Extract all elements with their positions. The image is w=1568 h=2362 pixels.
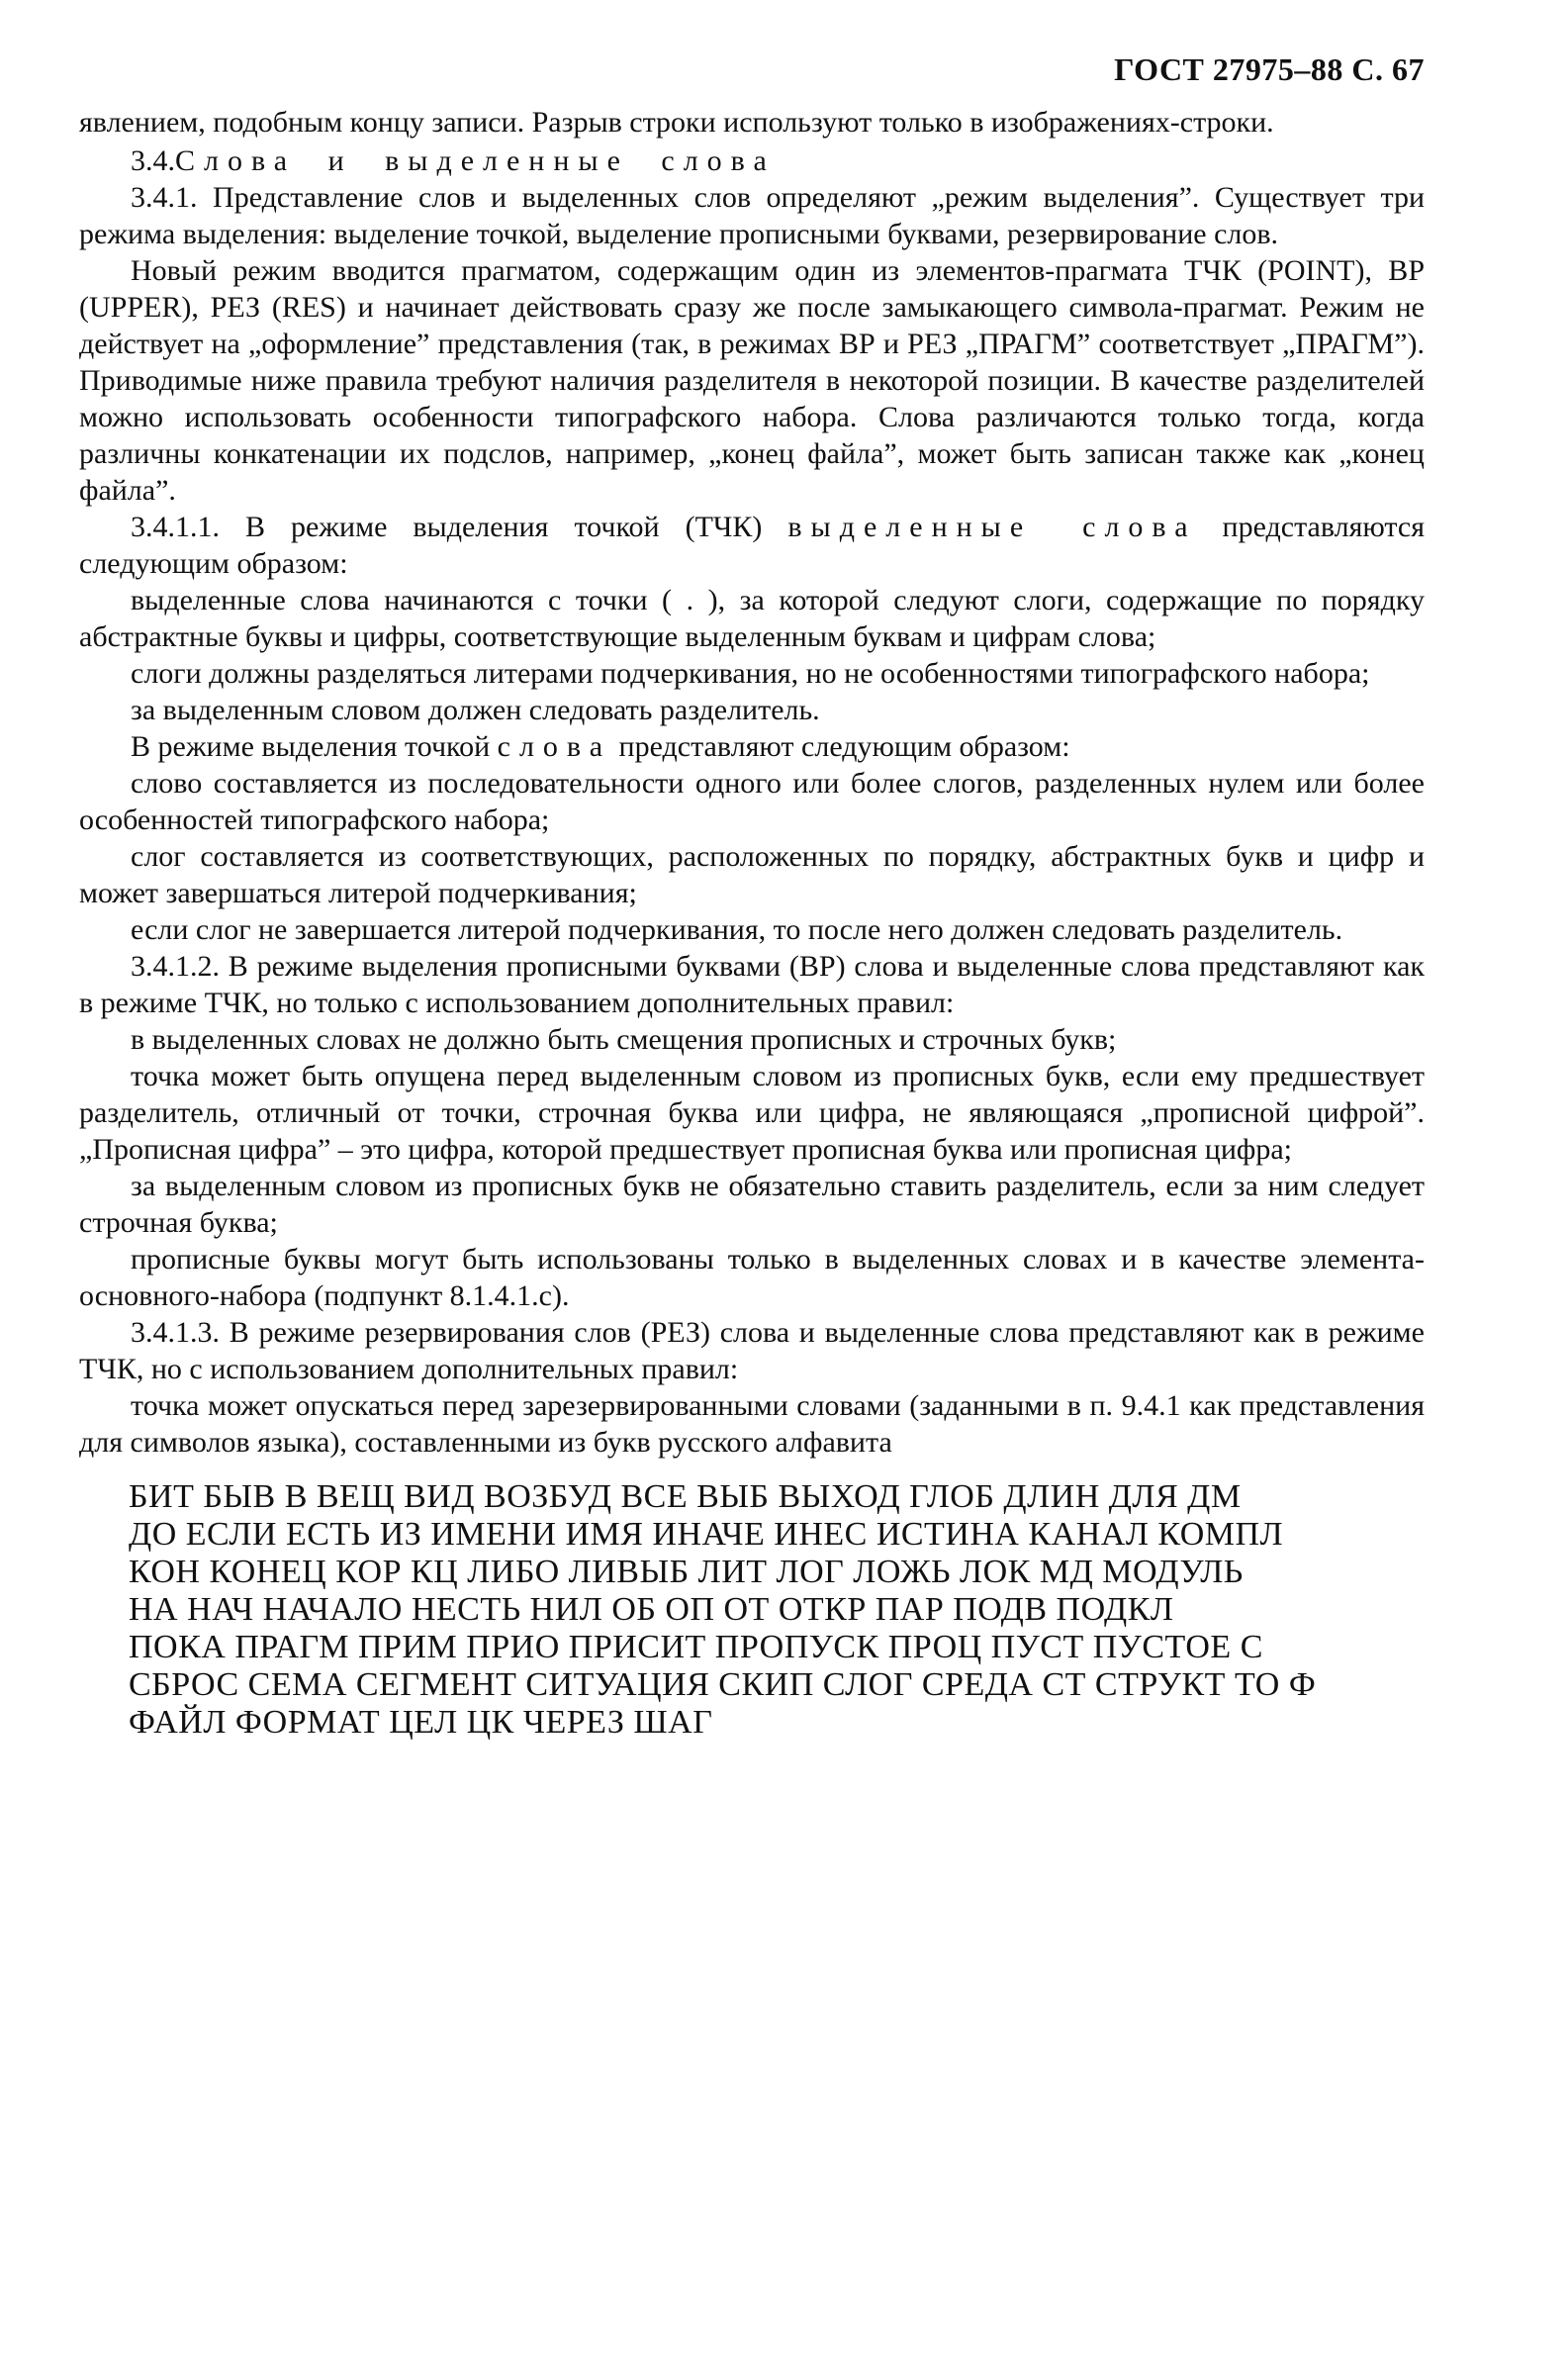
paragraph: 3.4.1. Представление слов и выделенных слов определяют „режим выделения”. Существует три режима выделения: выделение точкой, выделение прописными буквами, резервирование слов.: [79, 181, 1425, 250]
paragraph: слог составляется из соответствующих, расположенных по порядку, абстрактных букв и цифр и может завершаться литерой подчеркивания;: [79, 840, 1425, 909]
paragraph: выделенные слова начинаются с точки ( . ), за которой следуют слоги, содержащие по порядку абстрактные буквы и цифры, соответствующие выделенным буквам и цифрам слова;: [79, 584, 1425, 653]
paragraph-lead: 3.4.1.1. В режиме выделения точкой (ТЧК): [131, 511, 763, 543]
paragraph: если слог не завершается литерой подчеркивания, то после него должен следовать разделитель.: [131, 913, 1343, 946]
paragraph: слоги должны разделяться литерами подчеркивания, но не особенностями типографского набора;: [131, 657, 1370, 690]
paragraph: 3.4.1.3. В режиме резервирования слов (РЕЗ) слова и выделенные слова представляют как в режиме ТЧК, но с использованием дополнительных правил:: [79, 1316, 1425, 1385]
reserved-words-line: ПОКА ПРАГМ ПРИМ ПРИО ПРИСИТ ПРОПУСК ПРОЦ ПУСТ ПУСТОЕ С: [129, 1629, 1263, 1665]
section-heading: [79, 142, 1425, 179]
emphasized-term: слова: [497, 730, 612, 763]
reserved-words-line: ФАЙЛ ФОРМАТ ЦЕЛ ЦК ЧЕРЕЗ ШАГ: [129, 1704, 713, 1741]
reserved-words-line: КОН КОНЕЦ КОР КЦ ЛИБО ЛИВЫБ ЛИТ ЛОГ ЛОЖЬ ЛОК МД МОДУЛЬ: [129, 1554, 1244, 1590]
page-header: ГОСТ 27975–88 С. 67: [1114, 51, 1425, 87]
document-page: [79, 51, 1425, 1742]
reserved-words-list: [79, 1478, 1425, 1742]
paragraph-lead: В режиме выделения точкой: [131, 730, 491, 763]
reserved-words-line: НА НАЧ НАЧАЛО НЕСТЬ НИЛ ОБ ОП ОТ ОТКР ПАР ПОДВ ПОДКЛ: [129, 1591, 1174, 1628]
body-text: [79, 104, 1425, 1461]
paragraph: за выделенным словом должен следовать разделитель.: [131, 694, 820, 726]
paragraph: слово составляется из последовательности одного или более слогов, разделенных нулем или более особенностей типографского набора;: [79, 767, 1425, 836]
paragraph-rest: представляют следующим образом:: [618, 730, 1070, 763]
paragraph-rest: представляются следующим образом:: [79, 511, 1426, 580]
paragraph: точка может опускаться перед зарезервированными словами (заданными в п. 9.4.1 как представления для символов языка), составленными из букв русского алфавита: [79, 1389, 1425, 1459]
paragraph: прописные буквы могут быть использованы только в выделенных словах и в качестве элемента-основного-набора (подпункт 8.1.4.1.с).: [79, 1243, 1425, 1312]
section-title: Слова и выделенные слова: [175, 144, 776, 177]
emphasized-term: выделенные слова: [787, 511, 1197, 543]
paragraph: Новый режим вводится прагматом, содержащим один из элементов-прагмата ТЧК (POINT), ВР (UPPER), РЕЗ (RES) и начинает действовать сразу же после замыкающего символа-прагмат. Режим не действует на „оформление” представления (так, в режимах ВР и РЕЗ „ПРАГМ” соответствует „ПРАГМ”). Приводимые ниже правила требуют наличия разделителя в некоторой позиции. В качестве разделителей можно использовать особенности типографского набора. Слова различаются только тогда, когда различны конкатенации их подслов, например, „конец файла”, может быть записан также как „конец файла”.: [79, 254, 1425, 507]
paragraph: точка может быть опущена перед выделенным словом из прописных букв, если ему предшествует разделитель, отличный от точки, строчная буква или цифра, не являющаяся „прописной цифрой”. „Прописная цифра” – это цифра, которой предшествует прописная буква или прописная цифра;: [79, 1060, 1425, 1166]
paragraph: в выделенных словах не должно быть смещения прописных и строчных букв;: [131, 1023, 1117, 1056]
paragraph-point-words: [79, 728, 1425, 765]
section-number: 3.4.: [131, 144, 175, 177]
reserved-words-line: СБРОС СЕМА СЕГМЕНТ СИТУАЦИЯ СКИП СЛОГ СРЕДА СТ СТРУКТ ТО Ф: [129, 1666, 1317, 1703]
paragraph: 3.4.1.2. В режиме выделения прописными буквами (ВР) слова и выделенные слова представляют как в режиме ТЧК, но только с использованием дополнительных правил:: [79, 950, 1425, 1019]
paragraph: явлением, подобным концу записи. Разрыв строки используют только в изображениях-строки.: [79, 106, 1274, 139]
paragraph-3-4-1-1: [79, 509, 1425, 582]
paragraph: за выделенным словом из прописных букв не обязательно ставить разделитель, если за ним следует строчная буква;: [79, 1170, 1425, 1239]
reserved-words-line: ДО ЕСЛИ ЕСТЬ ИЗ ИМЕНИ ИМЯ ИНАЧЕ ИНЕС ИСТИНА КАНАЛ КОМПЛ: [129, 1516, 1284, 1553]
reserved-words-line: БИТ БЫВ В ВЕЩ ВИД ВОЗБУД ВСЕ ВЫБ ВЫХОД ГЛОБ ДЛИН ДЛЯ ДМ: [129, 1478, 1242, 1515]
